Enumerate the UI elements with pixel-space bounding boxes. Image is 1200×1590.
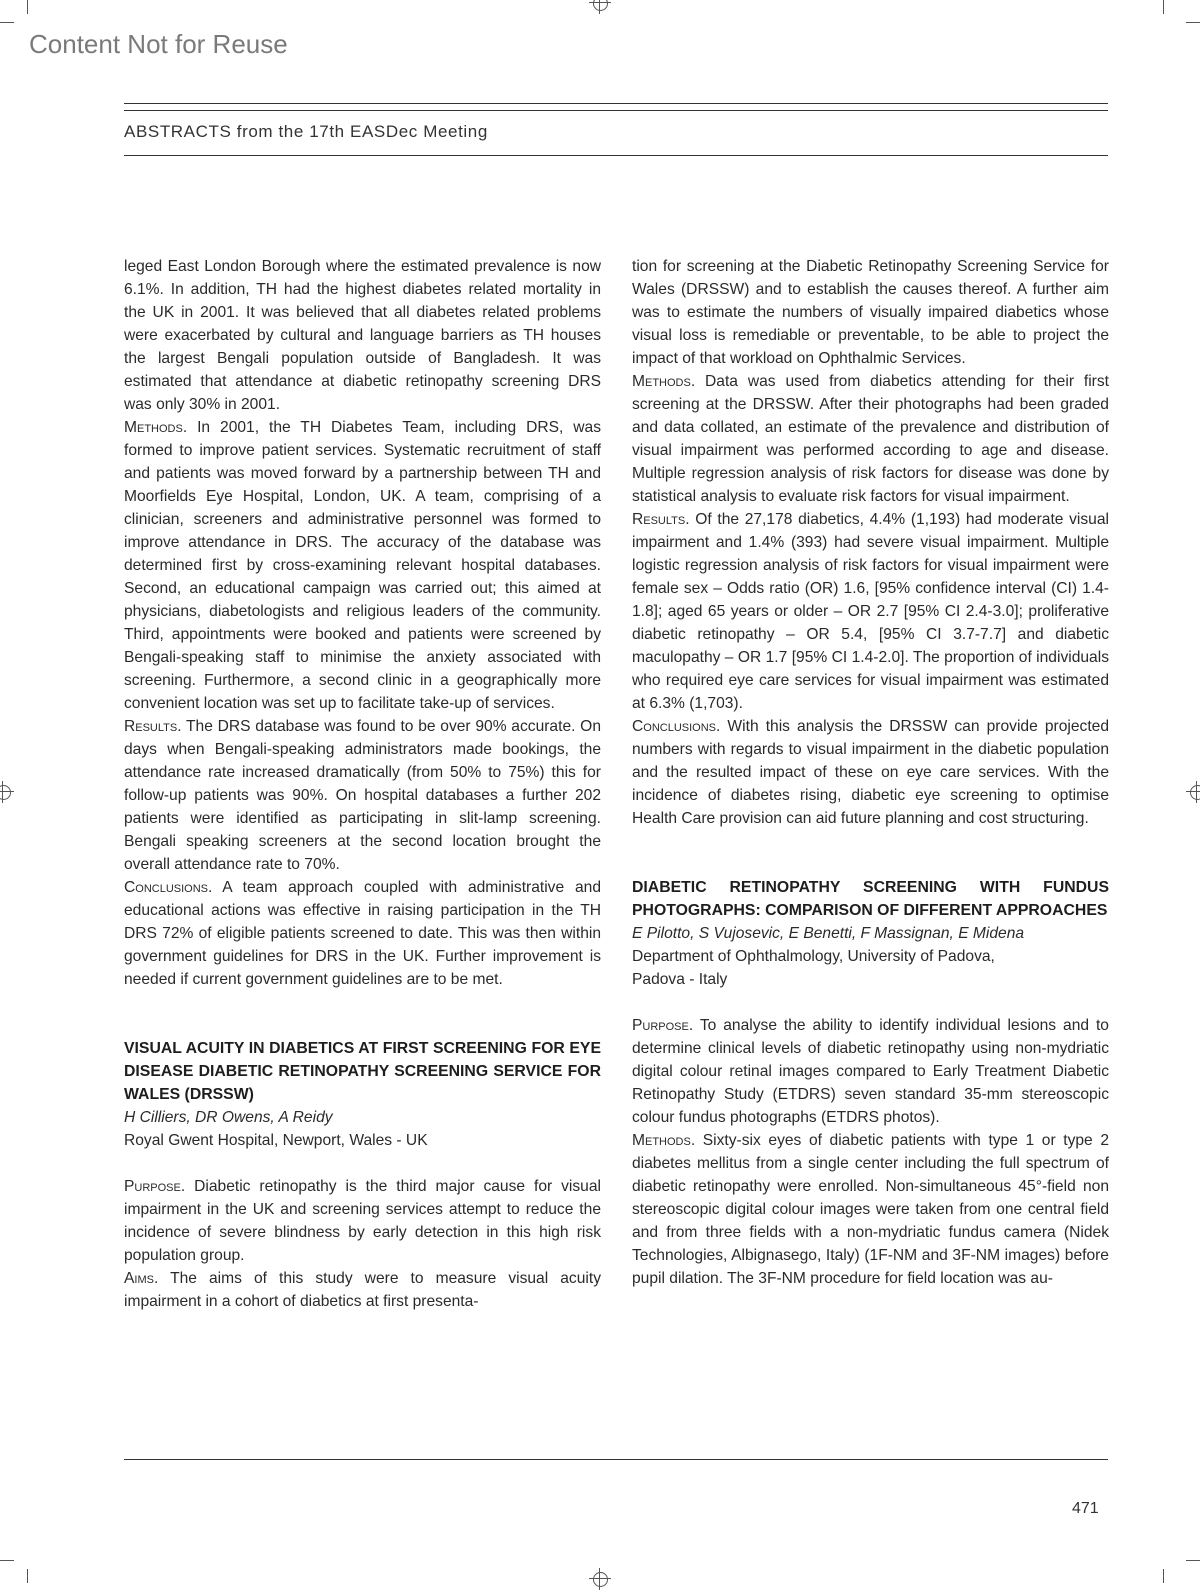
crop-mark-top-right-h [1186,22,1200,23]
article-authors: E Pilotto, S Vujosevic, E Benetti, F Massignan, E Midena [632,925,1025,942]
continued-aims-paragraph: tion for screening at the Diabetic Retinopathy Screening Service for Wales (DRSSW) and to establish the causes thereof. A further aim was to estimate the numbers of visually impaired diabetics whose visual loss is remediable or preventable, to be able to project the impact of that workload on Ophthalmic Services. [632,258,1109,367]
methods-paragraph: Methods. Data was used from diabetics attending for their first screening at the DRSSW. After their photographs had been graded and data collated, an estimate of the prevalence and distribution of visual impairment was performed according to age and disease. Multiple regression analysis of risk factors for disease was done by statistical analysis to evaluate risk factors for visual impairment. [632,373,1109,505]
section-label: Conclusions. [124,879,213,896]
results-paragraph: Results. The DRS database was found to be over 90% accurate. On days when Bengali-speaking administrators made bookings, the attendance rate increased dramatically (from 50% to 75%) this for follow-up patients was 90%. On hospital databases a further 202 patients were identified as participating in slit-lamp screening. Bengali speaking screeners at the second location brought the overall attendance rate to 70%. [124,718,601,873]
methods-paragraph: Methods. In 2001, the TH Diabetes Team, including DRS, was formed to improve patient services. Systematic recruitment of staff and patients was moved forward by a partnership between TH and Moorfields Eye Hospital, London, UK. A team, comprising of a clinician, screeners and administrative personnel was formed to improve attendance in DRS. The accuracy of the database was determined first by cross-examining relevant hospital databases. Second, an educational campaign was carried out; this aimed at physicians, diabetologists and religious leaders of the community. Third, appointments were booked and patients were screened by Bengali-speaking staff to minimise the anxiety associated with screening. Furthermore, a second clinic in a geographically more convenient location was set up to facilitate take-up of services. [124,419,601,712]
section-label: Purpose. [124,1178,186,1195]
watermark: Content Not for Reuse [29,29,288,59]
header-rule-top-1 [124,103,1108,104]
article-title: DIABETIC RETINOPATHY SCREENING WITH FUNDUS PHOTOGRAPHS: COMPARISON OF DIFFERENT APPROACHES [632,879,1109,919]
crop-mark-top-right-v [1163,0,1164,14]
section-label: Methods. [632,1132,696,1149]
methods-paragraph: Methods. Sixty-six eyes of diabetic patients with type 1 or type 2 diabetes mellitus from a single center including the full spectrum of diabetic retinopathy were enrolled. Non-simultaneous 45°-field non stereoscopic digital colour images were taken from one central field and from three fields with a non-mydriatic fundus camera (Nidek Technologies, Albignasego, Italy) (1F-NM and 3F-NM images) before pupil dilation. The 3F-NM procedure for field location was au- [632,1132,1109,1287]
article-affiliation-line-2: Padova - Italy [632,971,728,988]
crop-mark-bottom-right-h [1186,1560,1200,1561]
conclusions-paragraph: Conclusions. With this analysis the DRSSW can provide projected numbers with regards to visual impairment in the diabetic population and the resulted impact of these on eye care services. With the incidence of diabetes rising, diabetic eye screening to optimise Health Care provision can aid future planning and cost structuring. [632,718,1109,827]
purpose-paragraph: Purpose. To analyse the ability to identify individual lesions and to determine clinical levels of diabetic retinopathy using non-mydriatic digital colour retinal images compared to Early Treatment Diabetic Retinopathy Study (ETDRS) seven standard 35-mm stereoscopic colour fundus photographs (ETDRS photos). [632,1017,1109,1126]
crop-mark-bottom-right-v [1163,1569,1164,1583]
purpose-paragraph: Purpose. Diabetic retinopathy is the third major cause for visual impairment in the UK and screening services attempt to reduce the incidence of severe blindness by early detection in this high risk population group. [124,1178,601,1264]
page-number: 471 [1072,1500,1099,1517]
results-paragraph: Results. Of the 27,178 diabetics, 4.4% (1,193) had moderate visual impairment and 1.4% (393) had severe visual impairment. Multiple logistic regression analysis of risk factors for visual impairment were female sex – Odds ratio (OR) 1.6, [95% confidence interval (CI) 1.4-1.8]; aged 65 years or older – OR 2.7 [95% CI 2.4-3.0]; proliferative diabetic retinopathy – OR 5.4, [95% CI 3.7-7.7] and diabetic maculopathy – OR 1.7 [95% CI 1.4-2.0]. The proportion of individuals who required eye care services for visual impairment was estimated at 6.3% (1,703). [632,511,1109,712]
section-label: Aims. [124,1270,159,1287]
crop-mark-bottom-left-h [0,1560,14,1561]
crop-mark-top-left-h [0,22,14,23]
running-head: ABSTRACTS from the 17th EASDec Meeting [124,122,488,141]
continued-intro-paragraph: leged East London Borough where the estimated prevalence is now 6.1%. In addition, TH had the highest diabetes related mortality in the UK in 2001. It was believed that all diabetes related problems were exacerbated by cultural and language barriers as TH houses the largest Bengali population outside of Bangladesh. It was estimated that attendance at diabetic retinopathy screening DRS was only 30% in 2001. [124,258,601,413]
registration-mark-right [1186,781,1200,803]
section-label: Methods. [124,419,188,436]
left-column [124,255,601,1313]
section-label: Results. [124,718,182,735]
section-label: Purpose. [632,1017,694,1034]
registration-mark-bottom [589,1568,611,1590]
registration-mark-top [589,0,611,14]
aims-paragraph: Aims. The aims of this study were to measure visual acuity impairment in a cohort of diabetics at first presenta- [124,1270,601,1310]
section-label: Conclusions. [632,718,721,735]
section-label: Results. [632,511,690,528]
article-affiliation: Royal Gwent Hospital, Newport, Wales - UK [124,1132,428,1149]
right-column [632,255,1109,1290]
header-rule-bottom [124,155,1108,156]
crop-mark-bottom-left-v [27,1569,28,1583]
header-rule-top-2 [124,110,1108,111]
registration-mark-left [0,781,14,803]
crop-mark-top-left-v [27,0,28,14]
article-authors: H Cilliers, DR Owens, A Reidy [124,1109,333,1126]
footer-rule [124,1459,1108,1460]
conclusions-paragraph: Conclusions. A team approach coupled with administrative and educational actions was effective in raising participation in the TH DRS 72% of eligible patients screened to date. This was then within government guidelines for DRS in the UK. Further improvement is needed if current government guidelines are to be met. [124,879,601,988]
article-title: VISUAL ACUITY IN DIABETICS AT FIRST SCREENING FOR EYE DISEASE DIABETIC RETINOPATHY SCREENING SERVICE FOR WALES (DRSSW) [124,1040,601,1103]
article-affiliation-line-1: Department of Ophthalmology, University of Padova, [632,948,995,965]
section-label: Methods. [632,373,696,390]
